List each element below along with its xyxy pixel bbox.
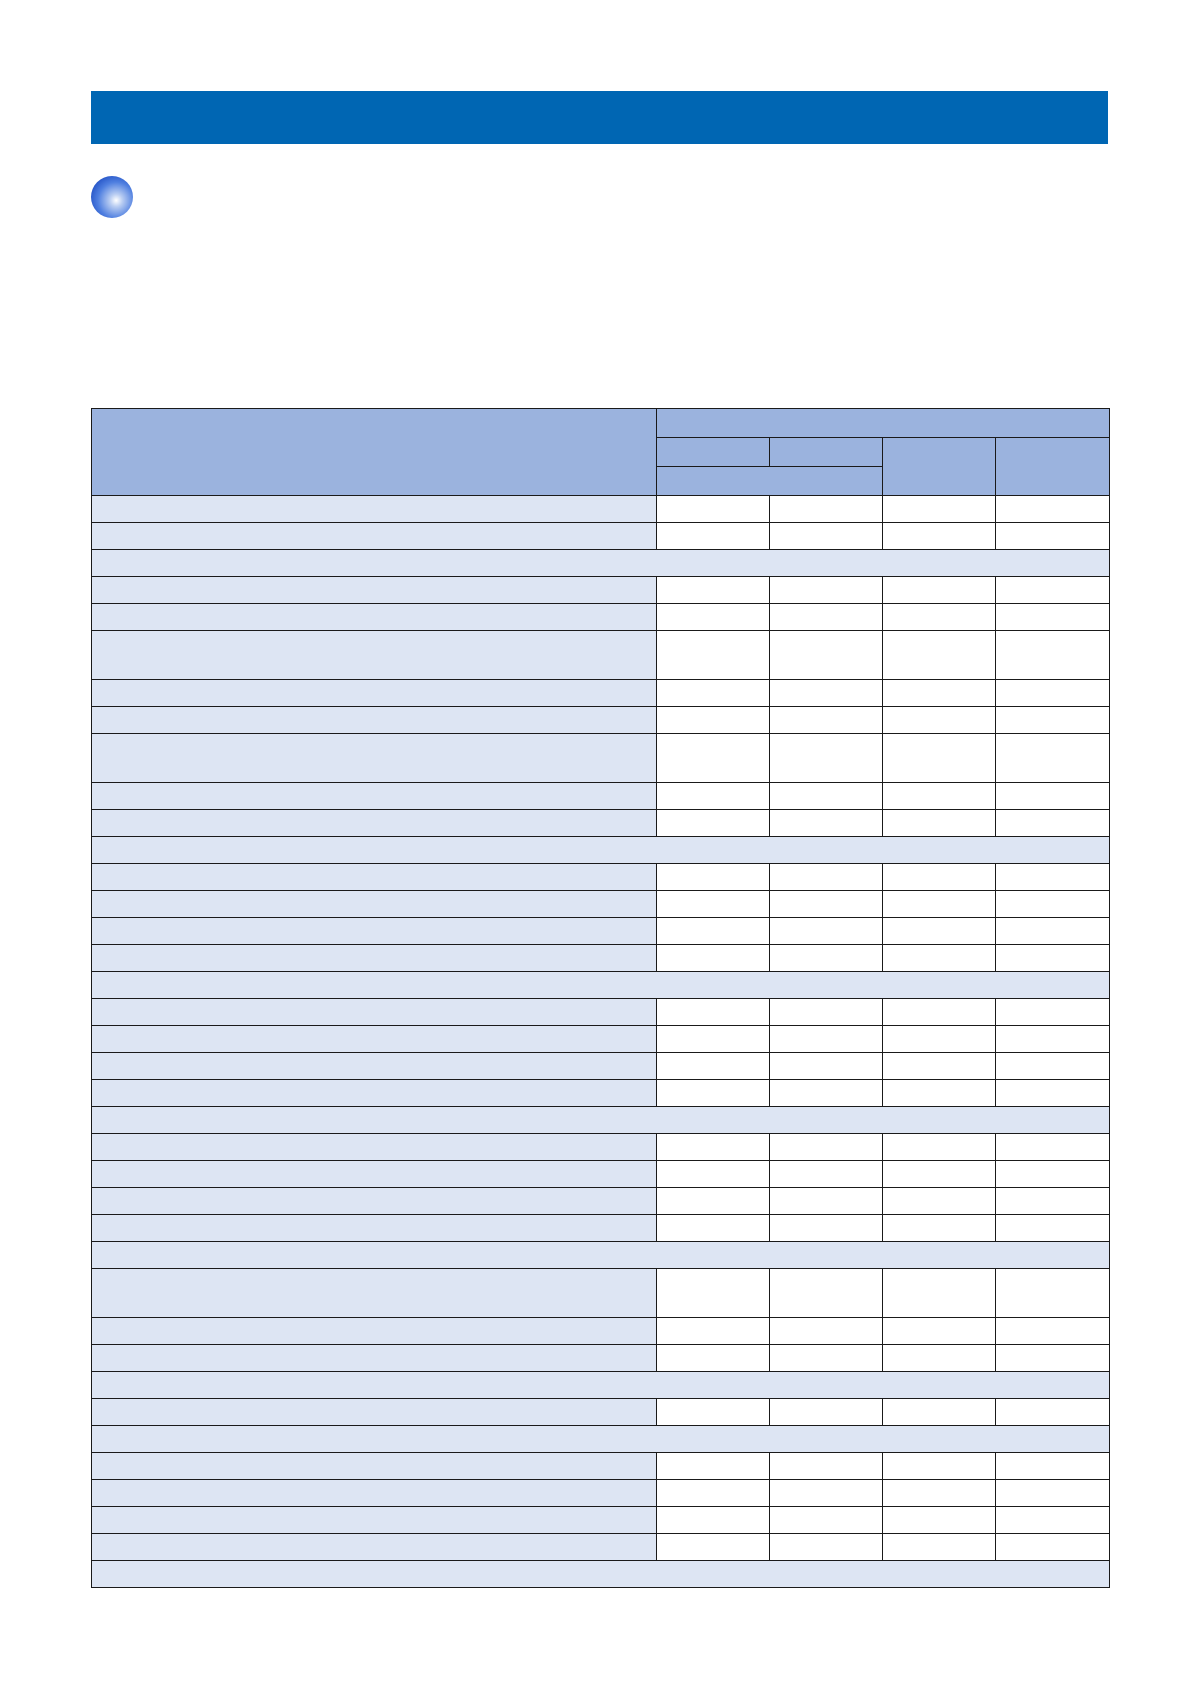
row-value bbox=[883, 1534, 996, 1561]
row-value bbox=[996, 864, 1110, 891]
row-label bbox=[92, 1507, 657, 1534]
row-value bbox=[996, 1080, 1110, 1107]
row-value bbox=[657, 864, 770, 891]
row-value bbox=[883, 1269, 996, 1318]
row-value bbox=[996, 1161, 1110, 1188]
table-row bbox=[92, 1453, 1110, 1480]
row-value bbox=[996, 734, 1110, 783]
row-label bbox=[92, 783, 657, 810]
row-label bbox=[92, 864, 657, 891]
row-value bbox=[996, 604, 1110, 631]
row-value bbox=[996, 631, 1110, 680]
row-label bbox=[92, 734, 657, 783]
table-row bbox=[92, 1534, 1110, 1561]
row-value bbox=[996, 523, 1110, 550]
row-value bbox=[657, 1134, 770, 1161]
row-value bbox=[657, 1161, 770, 1188]
row-value bbox=[657, 1507, 770, 1534]
row-label bbox=[92, 1534, 657, 1561]
row-value bbox=[770, 1080, 883, 1107]
row-label bbox=[92, 1345, 657, 1372]
row-label bbox=[92, 1480, 657, 1507]
row-value bbox=[770, 707, 883, 734]
table-row bbox=[92, 810, 1110, 837]
row-value bbox=[996, 1453, 1110, 1480]
row-value bbox=[770, 577, 883, 604]
header-col-d bbox=[996, 438, 1110, 496]
row-value bbox=[996, 707, 1110, 734]
row-value bbox=[770, 1215, 883, 1242]
row-value bbox=[996, 918, 1110, 945]
header-col-c bbox=[883, 438, 996, 496]
row-value bbox=[770, 1534, 883, 1561]
row-value bbox=[883, 1215, 996, 1242]
row-value bbox=[770, 1453, 883, 1480]
row-value bbox=[770, 864, 883, 891]
section-label bbox=[92, 972, 1110, 999]
spec-table bbox=[91, 408, 1110, 1588]
row-value bbox=[657, 1080, 770, 1107]
row-label bbox=[92, 707, 657, 734]
row-value bbox=[770, 1507, 883, 1534]
table-row bbox=[92, 1134, 1110, 1161]
row-label bbox=[92, 891, 657, 918]
row-value bbox=[883, 577, 996, 604]
table-row bbox=[92, 1345, 1110, 1372]
row-value bbox=[770, 783, 883, 810]
row-value bbox=[657, 1269, 770, 1318]
section-row bbox=[92, 1242, 1110, 1269]
section-row bbox=[92, 550, 1110, 577]
table-row bbox=[92, 604, 1110, 631]
row-value bbox=[883, 1318, 996, 1345]
row-value bbox=[657, 1453, 770, 1480]
row-value bbox=[770, 810, 883, 837]
row-value bbox=[657, 1188, 770, 1215]
header-col-b bbox=[770, 438, 883, 467]
table-row bbox=[92, 707, 1110, 734]
row-value bbox=[657, 523, 770, 550]
row-value bbox=[657, 1215, 770, 1242]
table-row bbox=[92, 945, 1110, 972]
row-label bbox=[92, 1080, 657, 1107]
row-value bbox=[657, 604, 770, 631]
row-value bbox=[770, 999, 883, 1026]
row-value bbox=[883, 631, 996, 680]
row-value bbox=[996, 810, 1110, 837]
row-value bbox=[657, 918, 770, 945]
section-label bbox=[92, 1426, 1110, 1453]
section-row bbox=[92, 1561, 1110, 1588]
row-value bbox=[883, 1507, 996, 1534]
row-value bbox=[770, 945, 883, 972]
row-value bbox=[657, 707, 770, 734]
section-row bbox=[92, 1107, 1110, 1134]
row-label bbox=[92, 631, 657, 680]
row-label bbox=[92, 1215, 657, 1242]
row-label bbox=[92, 680, 657, 707]
row-value bbox=[883, 891, 996, 918]
section-label bbox=[92, 1107, 1110, 1134]
row-label bbox=[92, 1188, 657, 1215]
row-value bbox=[996, 1269, 1110, 1318]
table-row bbox=[92, 1080, 1110, 1107]
row-value bbox=[883, 999, 996, 1026]
row-label bbox=[92, 1026, 657, 1053]
row-value bbox=[883, 707, 996, 734]
table-row bbox=[92, 496, 1110, 523]
row-value bbox=[996, 891, 1110, 918]
row-value bbox=[883, 604, 996, 631]
section-label bbox=[92, 837, 1110, 864]
table-row bbox=[92, 631, 1110, 680]
row-value bbox=[770, 1269, 883, 1318]
table-row bbox=[92, 783, 1110, 810]
section-row bbox=[92, 1372, 1110, 1399]
row-value bbox=[883, 918, 996, 945]
row-value bbox=[996, 1026, 1110, 1053]
row-value bbox=[883, 1026, 996, 1053]
table-body bbox=[92, 496, 1110, 1588]
row-value bbox=[996, 496, 1110, 523]
row-value bbox=[883, 1345, 996, 1372]
row-label bbox=[92, 945, 657, 972]
table-row bbox=[92, 1399, 1110, 1426]
row-label bbox=[92, 523, 657, 550]
row-value bbox=[770, 891, 883, 918]
row-value bbox=[770, 1345, 883, 1372]
table-row bbox=[92, 1161, 1110, 1188]
row-value bbox=[996, 1053, 1110, 1080]
row-value bbox=[883, 734, 996, 783]
row-value bbox=[770, 1318, 883, 1345]
row-value bbox=[996, 577, 1110, 604]
row-value bbox=[770, 1026, 883, 1053]
table-row bbox=[92, 1026, 1110, 1053]
row-value bbox=[883, 1453, 996, 1480]
row-label bbox=[92, 496, 657, 523]
row-value bbox=[996, 680, 1110, 707]
row-value bbox=[770, 1161, 883, 1188]
row-value bbox=[657, 1318, 770, 1345]
row-value bbox=[996, 1134, 1110, 1161]
row-value bbox=[883, 1188, 996, 1215]
row-value bbox=[883, 680, 996, 707]
table-row bbox=[92, 1480, 1110, 1507]
section-row bbox=[92, 837, 1110, 864]
row-value bbox=[883, 523, 996, 550]
table-row bbox=[92, 734, 1110, 783]
row-label bbox=[92, 1318, 657, 1345]
row-value bbox=[883, 1134, 996, 1161]
row-label bbox=[92, 810, 657, 837]
row-value bbox=[770, 1053, 883, 1080]
section-row bbox=[92, 972, 1110, 999]
row-value bbox=[883, 1161, 996, 1188]
row-value bbox=[657, 1480, 770, 1507]
row-value bbox=[883, 1080, 996, 1107]
row-value bbox=[657, 577, 770, 604]
row-value bbox=[996, 1215, 1110, 1242]
row-label bbox=[92, 1399, 657, 1426]
row-value bbox=[770, 1399, 883, 1426]
section-label bbox=[92, 1242, 1110, 1269]
row-label bbox=[92, 1134, 657, 1161]
row-value bbox=[996, 999, 1110, 1026]
row-value bbox=[770, 523, 883, 550]
table-row bbox=[92, 1215, 1110, 1242]
row-value bbox=[996, 1345, 1110, 1372]
table-row bbox=[92, 864, 1110, 891]
row-value bbox=[883, 496, 996, 523]
header-group bbox=[657, 409, 1110, 438]
row-value bbox=[657, 496, 770, 523]
row-value bbox=[883, 945, 996, 972]
row-value bbox=[770, 631, 883, 680]
row-label bbox=[92, 999, 657, 1026]
row-value bbox=[770, 680, 883, 707]
row-value bbox=[657, 1345, 770, 1372]
row-value bbox=[657, 945, 770, 972]
section-label bbox=[92, 1561, 1110, 1588]
section-label bbox=[92, 1372, 1110, 1399]
row-value bbox=[770, 604, 883, 631]
row-value bbox=[657, 680, 770, 707]
section-row bbox=[92, 1426, 1110, 1453]
table-row bbox=[92, 891, 1110, 918]
row-label bbox=[92, 604, 657, 631]
row-label bbox=[92, 918, 657, 945]
chapter-banner bbox=[91, 91, 1108, 144]
row-value bbox=[770, 496, 883, 523]
row-label bbox=[92, 577, 657, 604]
row-value bbox=[996, 1480, 1110, 1507]
row-value bbox=[657, 783, 770, 810]
row-value bbox=[657, 999, 770, 1026]
table-row bbox=[92, 1318, 1110, 1345]
row-label bbox=[92, 1453, 657, 1480]
row-value bbox=[883, 1053, 996, 1080]
row-value bbox=[996, 945, 1110, 972]
row-value bbox=[883, 864, 996, 891]
row-value bbox=[657, 1534, 770, 1561]
row-value bbox=[657, 1399, 770, 1426]
row-value bbox=[657, 810, 770, 837]
row-value bbox=[883, 810, 996, 837]
row-value bbox=[996, 783, 1110, 810]
table-row bbox=[92, 999, 1110, 1026]
row-value bbox=[996, 1399, 1110, 1426]
table-row bbox=[92, 1269, 1110, 1318]
row-value bbox=[996, 1318, 1110, 1345]
table-row bbox=[92, 1507, 1110, 1534]
row-value bbox=[657, 891, 770, 918]
table-row bbox=[92, 680, 1110, 707]
row-label bbox=[92, 1269, 657, 1318]
row-value bbox=[770, 1134, 883, 1161]
row-value bbox=[770, 1480, 883, 1507]
table-row bbox=[92, 1188, 1110, 1215]
section-bullet-icon bbox=[91, 176, 133, 218]
row-value bbox=[770, 1188, 883, 1215]
row-value bbox=[657, 1026, 770, 1053]
row-value bbox=[883, 1480, 996, 1507]
row-value bbox=[996, 1188, 1110, 1215]
table-row bbox=[92, 918, 1110, 945]
section-label bbox=[92, 550, 1110, 577]
row-value bbox=[770, 918, 883, 945]
row-label bbox=[92, 1053, 657, 1080]
row-value bbox=[883, 783, 996, 810]
row-value bbox=[657, 1053, 770, 1080]
row-value bbox=[657, 631, 770, 680]
row-value bbox=[657, 734, 770, 783]
header-col-ab-shared bbox=[657, 467, 883, 496]
table-header-row bbox=[92, 409, 1110, 438]
row-value bbox=[996, 1507, 1110, 1534]
row-label bbox=[92, 1161, 657, 1188]
row-value bbox=[996, 1534, 1110, 1561]
header-col-a bbox=[657, 438, 770, 467]
table-row bbox=[92, 523, 1110, 550]
row-value bbox=[883, 1399, 996, 1426]
row-value bbox=[770, 734, 883, 783]
table-row bbox=[92, 577, 1110, 604]
table-row bbox=[92, 1053, 1110, 1080]
header-item bbox=[92, 409, 657, 496]
